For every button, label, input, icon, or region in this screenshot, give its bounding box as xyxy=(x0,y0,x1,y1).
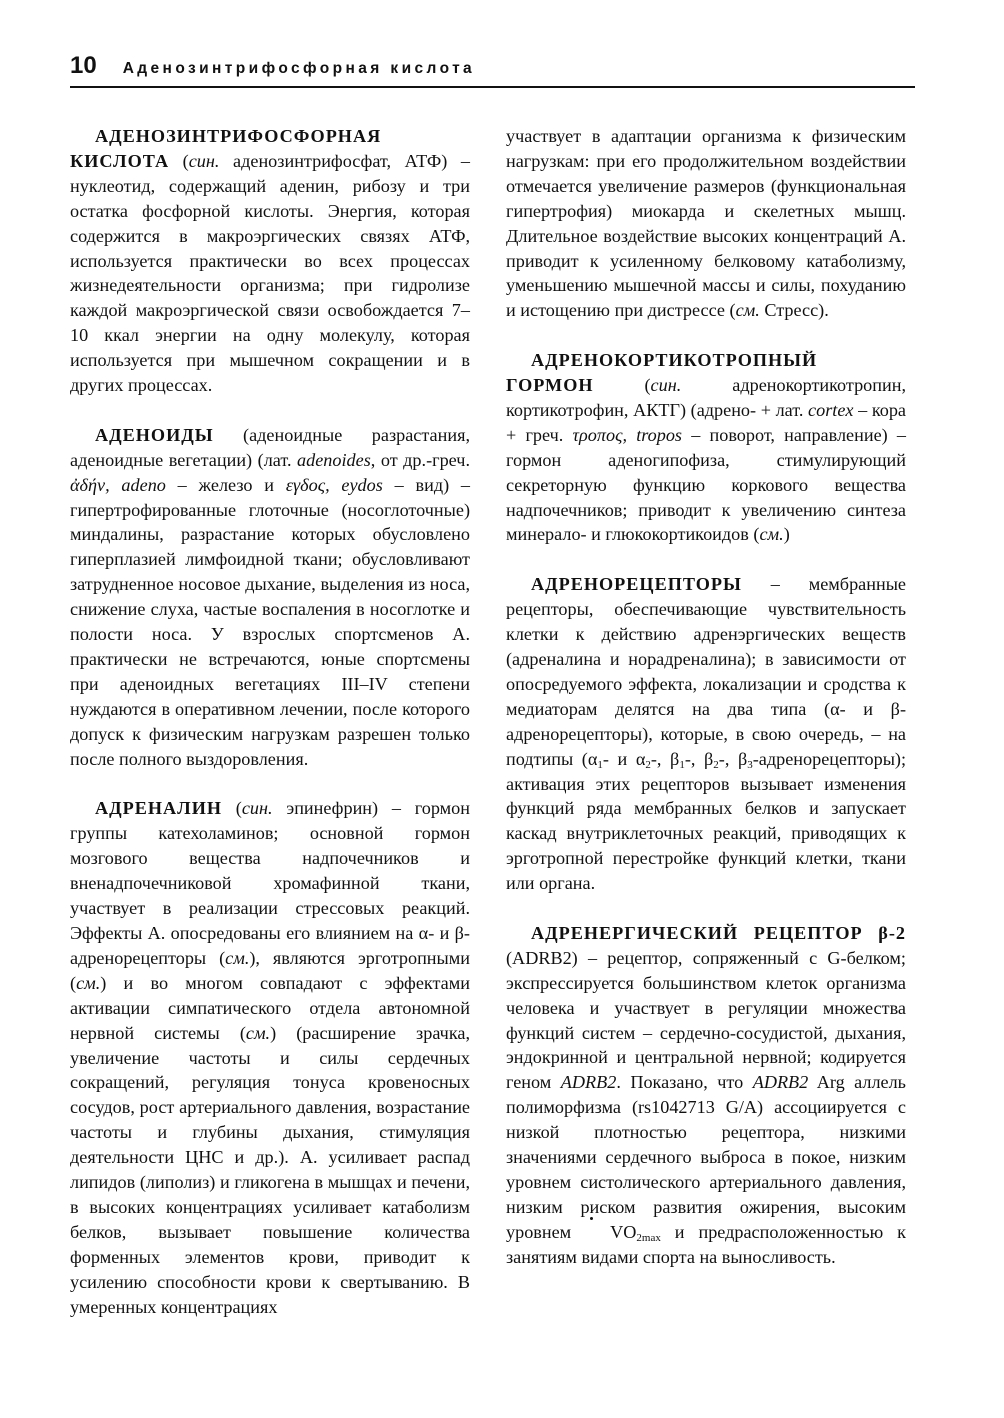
running-title: Аденозинтрифосфорная кислота xyxy=(122,60,476,77)
subscript: 1 xyxy=(597,758,603,771)
entry-text: ) xyxy=(783,524,790,545)
subscript: 2max xyxy=(636,1231,661,1244)
subscript: 3 xyxy=(747,758,753,771)
gene-name: ADRB2 xyxy=(560,1072,617,1093)
entry-term: АДРЕНОКОРТИКОТРОПНЫЙ ГОРМОН xyxy=(506,350,818,396)
entry-text: эпинефрин) – гормон группы катехоламинов; основной гормон мозгового вещества надпочечников и вненадпочечниковой хромафинной ткани, участвует в реализации стрессовых реакций. Эффекты А. опосредованы его влиянием на α- и β-адренорецепторы ( xyxy=(70,798,470,968)
latin-word: cortex xyxy=(808,399,854,420)
see-reference: см. xyxy=(225,947,250,968)
entry-text: ( xyxy=(593,375,651,396)
entry-text: , от др.-греч. xyxy=(370,449,470,470)
entry-text: адренокортикотропин, кортикотрофин, АКТГ) (адрено- + лат. xyxy=(506,375,907,420)
entry-text: ( xyxy=(222,798,242,819)
entry-text: и предрасположенностью к занятиям видами спорта на выносливость. xyxy=(506,1221,906,1267)
entry-text: Arg аллель полиморфизма (rs1042713 G/A) ассоциируется с низкой плотностью рецептора, низкими значениями сердечного выброса в покое, низким уровнем систолического артериального давления, низким риском развития ожирения, высоким уровнем xyxy=(506,1072,906,1242)
entry-term: АДРЕНОРЕЦЕПТОРЫ xyxy=(531,574,742,595)
page-number: 10 xyxy=(70,52,97,79)
entry-text: – мембранные рецепторы, обеспечивающие чувствительность клетки к действию адренэргических веществ (адреналина и норадреналина); в зависимости от опосредуемого эффекта, локализации и сродства к медиаторам делятся на два типа (α- и β-адренорецепторы), которые, в свою очередь, – на подтипы (α xyxy=(506,574,906,769)
entry-text: – железо и xyxy=(165,474,286,495)
entry-text: -, β xyxy=(684,748,714,769)
entry-text: -, β xyxy=(650,748,680,769)
entry-atp xyxy=(70,124,470,398)
entry-text: ) и во многом совпадают с эффектами активации симпатического отдела автономной нервной системы ( xyxy=(70,972,470,1043)
left-column xyxy=(70,124,470,1344)
synonym-marker: син. xyxy=(241,798,273,819)
vo2max-symbol: VO xyxy=(585,1220,636,1245)
entry-text: аденозинтрифосфат, АТФ) – нуклеотид, содержащий аденин, рибозу и три остатка фосфорной кислоты. Энергия, которая содержится в макроэргических связях АТФ, используется практически во всех процессах жизнедеятельности организма; при гидролизе каждой макроэргической связи освобождается 7–10 ккал энергии на одну молекулу, которая используется при мышечном сокращении и в других процессах. xyxy=(70,150,470,396)
entry-adrenaline-continued xyxy=(506,124,906,323)
entry-text: ( xyxy=(169,150,189,171)
see-reference: см. xyxy=(735,300,760,321)
entry-text: участвует в адаптации организма к физическим нагрузкам: при его продолжительном воздействии отмечается увеличение размеров (функциональная гипертрофия) миокарда и скелетных мышц. Длительное воздействие высоких концентраций А. приводит к усиленному белковому катаболизму, уменьшению мышечной массы и силы, похуданию и истощению при дистрессе ( xyxy=(506,126,906,321)
entry-text: Стресс). xyxy=(759,300,829,321)
greek-word: εγδος, eydos xyxy=(285,474,383,495)
entry-text: ) (расширение зрачка, увеличение частоты и силы сердечных сокращений, регуляция тонуса кровеносных сосудов, рост артериального давления, возрастание частоты и глубины дыхания, стимуляция деятельности ЦНС и др.). А. усиливает распад липидов (липолиз) и гликогена в мышцах и печени, в высоких концентрациях усиливает катаболизм белков, вызывает повышение количества форменных элементов крови, приводит к усилению способности крови к свертыванию. В умеренных концентрациях xyxy=(70,1022,470,1317)
entry-text: (ADRB2) – рецептор, сопряженный с G-белком; экспрессируется большинством клеток организма человека и участвует в регуляции множества функций систем – сердечно-сосудистой, дыхания, эндокринной и центральной нервной; кодируется геном xyxy=(506,947,906,1093)
entry-acth xyxy=(506,348,906,547)
greek-word: τρoπος, tropos xyxy=(572,424,683,445)
entry-text: - и α xyxy=(602,748,646,769)
subscript: 2 xyxy=(645,758,651,771)
entry-text: ), являются эрготропными ( xyxy=(70,947,470,993)
entry-adrenaline xyxy=(70,796,470,1319)
entry-text: – поворот, направление) – гормон аденогипофиза, стимулирующий секреторную функцию коркового вещества надпочечников; приводит к увеличению синтеза минерало- и глюкокортикоидов ( xyxy=(506,424,907,545)
entry-text: (аденоидные разрастания, аденоидные вегетации) (лат. xyxy=(70,424,470,470)
entry-text: – кора + греч. xyxy=(506,399,906,445)
entry-text: . Показано, что xyxy=(616,1072,753,1093)
entry-term: АДЕНОЗИНТРИФОСФОРНАЯ КИСЛОТА xyxy=(70,126,382,171)
entry-adenoids xyxy=(70,423,470,772)
entry-adrb2 xyxy=(506,921,906,1270)
see-reference: см. xyxy=(76,972,101,993)
entry-text: -, β xyxy=(718,748,748,769)
page-header xyxy=(70,52,915,88)
subscript: 1 xyxy=(679,758,685,771)
see-reference: см. xyxy=(759,524,784,545)
see-reference: см. xyxy=(245,1022,271,1043)
subscript: 2 xyxy=(713,758,719,771)
greek-word: ἀδήν, adeno xyxy=(70,474,166,495)
right-column xyxy=(506,124,906,1295)
entry-term: АДЕНОИДЫ xyxy=(95,424,214,445)
synonym-marker: син. xyxy=(650,375,682,396)
entry-text: – вид) – гипертрофированные глоточные (носоглоточные) миндалины, разрастание которых обусловлено гиперплазией лимфоидной ткани; обусловливают затрудненное носовое дыхание, выделения из носа, снижение слуха, частые воспаления в носоглотке и полости носа. У взрослых спортсменов А. практически не встречаются, юные спортсмены при аденоидных вегетациях III–IV степени нуждаются в оперативном лечении, после которого допуск к физическим нагрузкам разрешен только после полного выздоровления. xyxy=(70,474,471,769)
gene-name: ADRB2 xyxy=(752,1072,809,1093)
synonym-marker: син. xyxy=(188,150,220,171)
entry-term: АДРЕНАЛИН xyxy=(95,798,223,819)
latin-word: adenoides xyxy=(297,449,371,470)
entry-adrenoreceptors xyxy=(506,572,906,896)
entry-text: -адренорецепторы); активация этих рецепторов вызывает изменения функций ряда мембранных белков и запускает каскад внутриклеточных реакций, приводящих к эрготропной перестройке функций клетки, ткани или органа. xyxy=(506,748,907,894)
entry-term: АДРЕНЕРГИЧЕСКИЙ РЕЦЕПТОР β-2 xyxy=(531,922,906,943)
